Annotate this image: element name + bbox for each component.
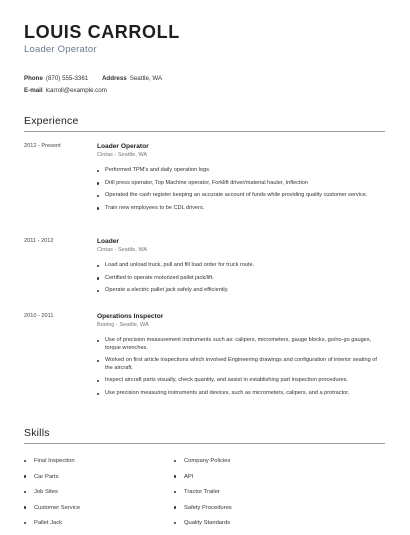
- bullet-icon: [97, 195, 99, 197]
- skill-item: [24, 519, 80, 535]
- job-dates: 2012 - Present: [24, 143, 61, 149]
- job-bullet: [97, 167, 385, 175]
- job-dates: 2010 - 2011: [24, 313, 54, 319]
- skill-text: Quality Standards: [184, 520, 231, 526]
- address-label: Address: [101, 75, 127, 82]
- job-bullet: [97, 357, 385, 372]
- job-title: Loader: [97, 238, 119, 245]
- bullet-icon: [24, 506, 26, 508]
- bullet-text: Certified to operate motorized pallet jack/lift.: [105, 274, 214, 281]
- bullet-icon: [97, 380, 99, 382]
- bullet-icon: [97, 265, 99, 267]
- skill-text: Safety Procedures: [184, 504, 232, 511]
- bullet-text: Performed TPM's and daily operation logs.: [105, 167, 211, 173]
- skill-item: [174, 519, 232, 535]
- skill-text: Job Sites: [34, 489, 58, 495]
- bullet-icon: [97, 182, 99, 184]
- job-title: Operations Inspector: [97, 313, 164, 320]
- skills-column-left: [24, 457, 80, 535]
- bullet-icon: [174, 522, 176, 524]
- bullet-text: Operated the cash register keeping an accurate account of funds while providing quality customer service.: [105, 192, 368, 199]
- skills-column-right: [174, 457, 232, 535]
- bullet-icon: [97, 207, 99, 209]
- job-bullet: [97, 287, 385, 295]
- skills-heading: Skills: [24, 427, 50, 439]
- job-bullet: [97, 377, 385, 385]
- job-bullet: [97, 275, 385, 283]
- job-dates: 2011 - 2012: [24, 238, 54, 244]
- job-title: Loader Operator: [97, 143, 149, 150]
- phone-label: Phone: [24, 75, 43, 82]
- bullet-icon: [97, 360, 99, 362]
- bullet-icon: [24, 475, 26, 477]
- bullet-icon: [24, 460, 26, 462]
- contact-line-1: [24, 75, 162, 82]
- skill-item: [24, 488, 80, 504]
- job-company: Cintas - Seattle, WA: [97, 152, 148, 158]
- bullet-text: Operate a electric pallet jack safely and efficiently.: [105, 287, 229, 294]
- job-bullet: [97, 205, 385, 213]
- skill-item: [24, 504, 80, 520]
- skill-item: [174, 504, 232, 520]
- skill-text: Customer Service: [34, 504, 81, 511]
- bullet-icon: [174, 475, 176, 477]
- skill-item: [174, 473, 232, 489]
- bullet-text: Drill press operator, Top Machine operator, Forklift driver/material hauler, Inflection: [105, 179, 308, 186]
- email-label: E-mail: [24, 87, 43, 94]
- job-bullet: [97, 180, 385, 188]
- candidate-name: LOUIS CARROLL: [24, 22, 180, 42]
- job-bullet: [97, 262, 385, 270]
- bullet-icon: [24, 522, 26, 524]
- job-bullets: [97, 337, 385, 403]
- bullet-text: Inspect aircraft parts visually, check quantity, and assist in establishing part inspection procedures.: [105, 377, 348, 384]
- bullet-text: Load and unload truck, pull and fill load order for truck route.: [105, 262, 255, 268]
- bullet-icon: [24, 491, 26, 493]
- skill-item: [24, 473, 80, 489]
- experience-heading: Experience: [24, 115, 79, 127]
- candidate-title: Loader Operator: [24, 44, 97, 55]
- bullet-icon: [97, 277, 99, 279]
- bullet-icon: [97, 393, 99, 395]
- bullet-icon: [97, 340, 99, 342]
- bullet-text: Train new employees to be CDL drivers.: [105, 204, 205, 211]
- experience-divider: [24, 131, 385, 132]
- skill-text: Tractor Trailer: [184, 489, 220, 495]
- contact-line-2: [24, 87, 107, 94]
- bullet-text: Use precision measuring instruments and devices, such as micrometers, calipers, and a protractor.: [105, 389, 350, 396]
- skill-text: Company Policies: [184, 458, 231, 464]
- skill-item: [174, 457, 232, 473]
- bullet-text: Worked on first article inspections which involved Engineering drawings and configuration of interior seating of the aircraft.: [105, 357, 377, 371]
- bullet-icon: [174, 460, 176, 462]
- bullet-text: Use of precision measurement instruments such as: calipers, micrometers, gauge blocks, go/no-go gauges, torque wrenches.: [105, 337, 372, 351]
- bullet-icon: [97, 170, 99, 172]
- job-bullet: [97, 390, 385, 398]
- bullet-icon: [174, 506, 176, 508]
- skill-item: [24, 457, 80, 473]
- skill-text: Pallet Jack: [34, 520, 63, 526]
- job-company: Cintas - Seattle, WA: [97, 247, 148, 253]
- job-bullet: [97, 337, 385, 352]
- job-bullets: [97, 167, 385, 217]
- skill-text: Car Parts: [34, 473, 59, 480]
- bullet-icon: [97, 290, 99, 292]
- job-company: Boeing - Seattle, WA: [97, 322, 149, 328]
- skill-text: API: [184, 473, 194, 480]
- skill-item: [174, 488, 232, 504]
- skill-text: Final Inspection: [34, 458, 75, 464]
- address-block: [102, 75, 162, 82]
- skills-divider: [24, 443, 385, 444]
- job-bullet: [97, 192, 385, 200]
- phone-value: (870) 555-3361: [45, 75, 89, 82]
- address-value: Seattle, WA: [129, 75, 163, 82]
- job-bullets: [97, 262, 385, 300]
- bullet-icon: [174, 491, 176, 493]
- email-value: lcarroll@example.com: [45, 87, 107, 94]
